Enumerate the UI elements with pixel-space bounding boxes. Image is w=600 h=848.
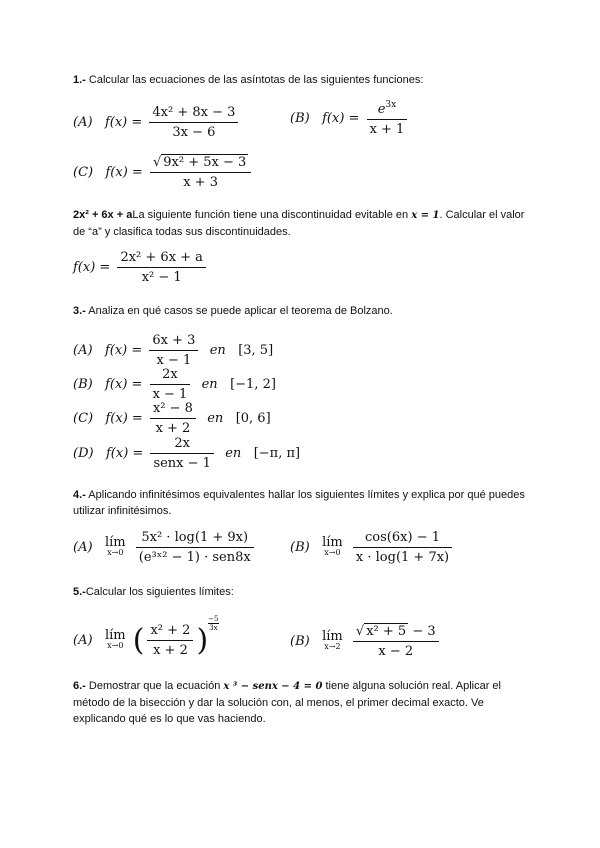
numerator xyxy=(150,155,251,172)
denominator: x + 2 xyxy=(147,640,193,658)
q4-limit-b xyxy=(290,530,455,565)
denominator: x · log(1 + 7x) xyxy=(353,547,452,565)
question-text: Demostrar que la ecuación xyxy=(85,680,224,692)
fraction xyxy=(149,333,198,368)
q4-limit-a xyxy=(73,530,257,565)
q1-function-a xyxy=(73,105,241,140)
fraction xyxy=(150,401,196,436)
item-label: (B) xyxy=(290,540,310,555)
radicand: x² + 5 xyxy=(366,624,407,639)
q3-item-a xyxy=(73,333,273,368)
square-root: √ 9x² + 5x − 3 xyxy=(152,155,247,170)
question-4 xyxy=(73,487,533,519)
q3-item-b xyxy=(73,367,276,402)
question-text: tiene alguna solución real. Aplicar el método de la bisección y dar la solución con, al menos, el primer decimal exacto. Ve explicando qué es lo que vas haciendo. xyxy=(73,680,501,725)
denominator: x + 2 xyxy=(150,418,196,436)
question-text: La siguiente función tiene una discontinuidad evitable en xyxy=(132,209,412,221)
question-2 xyxy=(73,207,533,240)
lim-subscript: x→2 xyxy=(324,641,341,651)
question-3 xyxy=(73,303,533,319)
interval: [3, 5] xyxy=(238,343,274,358)
fraction xyxy=(136,530,254,565)
question-1 xyxy=(73,72,533,88)
lim-word: lím xyxy=(104,534,126,550)
lim-subscript: x→0 xyxy=(324,547,341,557)
fraction xyxy=(353,624,439,659)
denominator: x + 1 xyxy=(367,119,408,137)
q1-function-b xyxy=(290,100,410,137)
exponent-denominator: 3x xyxy=(209,624,218,632)
item-label: (A) xyxy=(73,633,93,648)
function-lhs: f(x) = xyxy=(104,115,143,130)
numerator: x² − 8 xyxy=(152,401,193,416)
exponent-numerator: −5 xyxy=(208,615,219,623)
denominator: 3x − 6 xyxy=(149,122,238,140)
question-number: 2x² + 6x + a xyxy=(73,209,133,221)
lim-word: lím xyxy=(322,534,343,550)
function-lhs: f(x) = xyxy=(105,446,144,461)
q5-limit-b xyxy=(290,624,442,659)
fraction xyxy=(147,623,193,658)
en-word: en xyxy=(209,343,226,358)
denominator: x − 1 xyxy=(149,350,198,368)
interval: [−π, π] xyxy=(253,446,301,461)
question-number: 1.- xyxy=(73,74,86,86)
fraction xyxy=(150,155,251,190)
denominator: senx − 1 xyxy=(150,453,214,471)
q5-limit-a xyxy=(73,615,219,658)
numerator: 2x xyxy=(162,367,178,382)
item-label: (C) xyxy=(73,411,94,426)
lim-word: lím xyxy=(104,627,126,643)
item-label: (A) xyxy=(73,115,93,130)
exponent-fraction xyxy=(208,615,218,632)
function-lhs: f(x) = xyxy=(322,111,360,126)
denominator: x − 1 xyxy=(150,384,191,402)
function-lhs: f(x) = xyxy=(105,411,143,426)
item-label: (A) xyxy=(73,343,93,358)
question-text: Calcular los siguientes límites: xyxy=(85,586,234,598)
inline-math: x = 1 xyxy=(411,210,440,221)
numerator: 5x² · log(1 + 9x) xyxy=(141,530,249,545)
interval: [0, 6] xyxy=(235,411,271,426)
fraction xyxy=(353,530,452,565)
numerator: 2x² + 6x + a xyxy=(120,250,203,265)
q3-item-d xyxy=(73,436,300,471)
question-text: . Calcular el valor de “a” y clasifica todas sus discontinuidades. xyxy=(73,209,525,238)
question-number: 5.- xyxy=(73,586,86,598)
right-paren: ) xyxy=(196,623,209,658)
numerator: 4x² + 8x − 3 xyxy=(152,105,236,120)
numerator: cos(6x) − 1 xyxy=(365,530,440,545)
limit-operator xyxy=(322,628,343,652)
left-paren: ( xyxy=(132,623,145,658)
denominator: x − 2 xyxy=(353,641,439,659)
function-lhs: f(x) = xyxy=(105,165,143,180)
inline-math: x ³ − senx − 4 = 0 xyxy=(223,681,323,692)
lim-subscript: x→0 xyxy=(107,640,124,650)
limit-operator xyxy=(104,627,126,651)
question-6 xyxy=(73,678,533,727)
q2-function xyxy=(73,250,209,285)
en-word: en xyxy=(207,411,224,426)
denominator: x + 3 xyxy=(150,172,251,190)
fraction xyxy=(150,367,191,402)
function-lhs: f(x) = xyxy=(73,260,111,275)
question-number: 3.- xyxy=(73,305,86,317)
limit-operator xyxy=(104,534,126,558)
exp-base: e xyxy=(377,102,386,117)
item-label: (B) xyxy=(73,377,93,392)
numerator xyxy=(367,100,408,119)
function-lhs: f(x) = xyxy=(105,377,143,392)
exponent: 3x xyxy=(385,100,397,110)
numerator: 2x xyxy=(174,436,190,451)
lim-word: lím xyxy=(322,628,343,644)
denominator: (e³ˣ² − 1) · sen8x xyxy=(136,547,254,565)
question-number: 4.- xyxy=(73,489,86,501)
q1-function-c xyxy=(73,155,254,190)
en-word: en xyxy=(201,377,218,392)
item-label: (C) xyxy=(73,165,94,180)
question-text: Aplicando infinitésimos equivalentes hallar los siguientes límites y explica por qué puedes utilizar infinitésimos. xyxy=(73,489,525,517)
fraction xyxy=(149,105,238,140)
function-lhs: f(x) = xyxy=(104,343,143,358)
denominator: x² − 1 xyxy=(117,267,205,285)
interval: [−1, 2] xyxy=(230,377,276,392)
item-label: (A) xyxy=(73,540,93,555)
numerator-rest: − 3 xyxy=(408,624,436,639)
question-text: Calcular las ecuaciones de las asíntotas de las siguientes funciones: xyxy=(85,74,424,86)
fraction xyxy=(367,100,408,137)
item-label: (D) xyxy=(73,446,94,461)
item-label: (B) xyxy=(290,634,310,649)
fraction xyxy=(150,436,214,471)
question-5 xyxy=(73,584,533,600)
numerator: 6x + 3 xyxy=(152,333,196,348)
question-text: Analiza en qué casos se puede aplicar el teorema de Bolzano. xyxy=(85,305,393,317)
question-number: 6.- xyxy=(73,680,86,692)
square-root: √ x² + 5 xyxy=(355,624,407,639)
en-word: en xyxy=(225,446,242,461)
limit-operator xyxy=(322,534,343,558)
q3-item-c xyxy=(73,401,271,436)
numerator: x² + 2 xyxy=(150,623,191,638)
lim-subscript: x→0 xyxy=(107,547,124,557)
fraction xyxy=(117,250,205,285)
item-label: (B) xyxy=(290,111,310,126)
radicand: 9x² + 5x − 3 xyxy=(163,155,247,170)
numerator xyxy=(353,624,439,641)
